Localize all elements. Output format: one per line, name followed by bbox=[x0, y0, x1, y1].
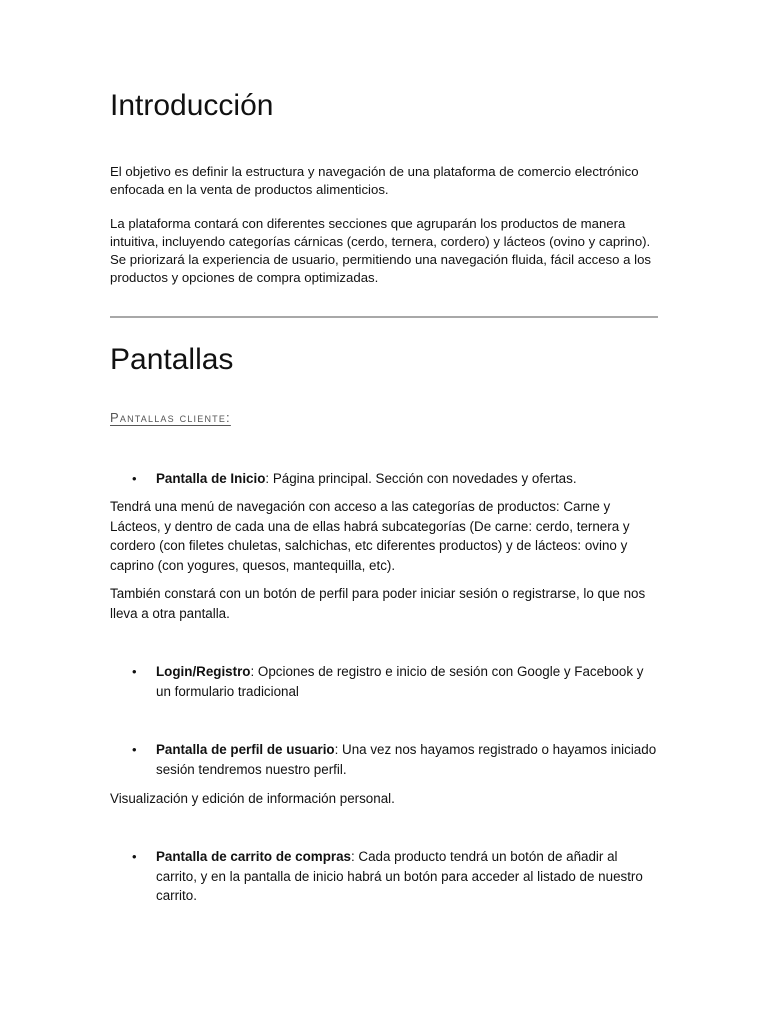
section-divider bbox=[110, 316, 658, 318]
list-item-label: Pantalla de carrito de compras bbox=[156, 849, 351, 864]
inicio-paragraph-2: También constará con un botón de perfil para poder iniciar sesión o registrarse, lo que nos lleva a otra pantalla. bbox=[110, 586, 646, 621]
list-item-pantalla-inicio bbox=[110, 469, 658, 489]
intro-paragraph-2: La plataforma contará con diferentes secciones que agruparán los productos de manera intuitiva, incluyendo categorías cárnicas (cerdo, ternera, cordero) y lácteos (ovino y caprino). Se priorizará la experiencia de usuario, permitiendo una navegación fluida, fácil acceso a los productos y opciones de compra optimizadas. bbox=[110, 216, 652, 285]
bullet-icon: • bbox=[132, 742, 137, 757]
bullet-icon: • bbox=[132, 849, 137, 864]
pantallas-cliente-subheading: Pantallas cliente: bbox=[110, 410, 231, 425]
intro-heading: Introducción bbox=[110, 89, 274, 122]
perfil-paragraph: Visualización y edición de información personal. bbox=[110, 791, 395, 806]
list-item-label: Login/Registro bbox=[156, 664, 251, 679]
list-item-text: : Una vez nos hayamos registrado o hayamos iniciado sesión tendremos nuestro perfil. bbox=[156, 742, 657, 777]
bullet-icon: • bbox=[132, 664, 137, 679]
list-item-login-registro bbox=[110, 662, 658, 701]
list-item-label: Pantalla de Inicio bbox=[156, 471, 266, 486]
list-item-text: : Cada producto tendrá un botón de añadir al carrito, y en la pantalla de inicio habrá un botón para acceder al listado de nuestro carrito. bbox=[156, 849, 643, 903]
bullet-icon: • bbox=[132, 471, 137, 486]
pantallas-heading: Pantallas bbox=[110, 343, 234, 376]
list-item-text: : Opciones de registro e inicio de sesión con Google y Facebook y un formulario tradicional bbox=[156, 664, 644, 699]
list-item-perfil-usuario bbox=[110, 740, 658, 779]
list-item-carrito-compras bbox=[110, 847, 658, 906]
inicio-paragraph-1: Tendrá una menú de navegación con acceso a las categorías de productos: Carne y Lácteos, y dentro de cada una de ellas habrá subcategorías (De carne: cerdo, ternera y cordero (con filetes chuletas, salchichas, etc diferentes productos) y de lácteos: ovino y caprino (con yogures, quesos, mantequilla, etc). bbox=[110, 499, 630, 573]
list-item-label: Pantalla de perfil de usuario bbox=[156, 742, 335, 757]
intro-paragraph-1: El objetivo es definir la estructura y navegación de una plataforma de comercio electrónico enfocada en la venta de productos alimenticios. bbox=[110, 164, 639, 197]
list-item-text: : Página principal. Sección con novedades y ofertas. bbox=[265, 471, 577, 486]
